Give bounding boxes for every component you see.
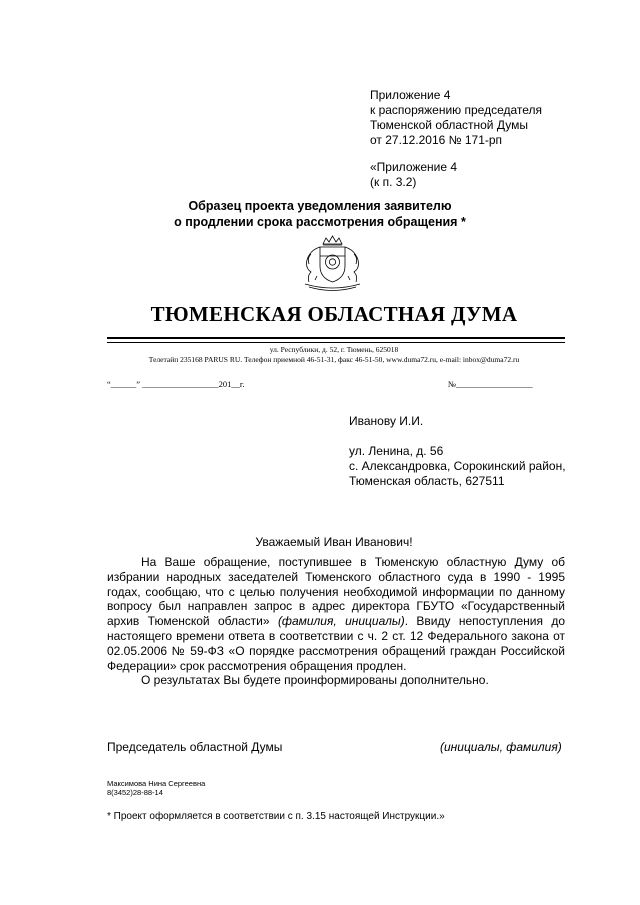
recipient-address-line: Тюменская область, 627511 xyxy=(349,474,505,488)
letterhead-rule-thick xyxy=(107,337,565,339)
greeting: Уважаемый Иван Иванович! xyxy=(255,535,413,549)
executor-block xyxy=(107,779,205,797)
executor-phone: 8(3452)28-88-14 xyxy=(107,788,163,797)
body-paragraph-2: О результатах Вы будете проинформированы дополнительно. xyxy=(141,673,489,688)
recipient-block xyxy=(349,414,566,489)
letter-body xyxy=(107,555,565,688)
document-title xyxy=(0,198,640,230)
title-line-2: о продлении срока рассмотрения обращения * xyxy=(174,215,466,229)
letterhead-rule-thin xyxy=(107,342,565,343)
appendix-line: от 27.12.2016 № 171-рп xyxy=(370,133,503,147)
appendix-line: к распоряжению председателя xyxy=(370,103,543,117)
number-field: №__________________ xyxy=(448,379,533,389)
signatory-name: (инициалы, фамилия) xyxy=(440,740,562,754)
appendix-sub-line: (к п. 3.2) xyxy=(370,175,417,189)
date-field: “______” __________________201__г. xyxy=(107,379,245,389)
letterhead-contacts: Телетайп 235168 PARUS RU. Телефон приемной 46-51-31, факс 46-51-50, www.duma72.ru, e-mail: inbox@duma72.ru xyxy=(148,355,520,364)
recipient-address-line: с. Александровка, Сорокинский район, xyxy=(349,459,566,473)
title-line-1: Образец проекта уведомления заявителю xyxy=(188,199,452,213)
appendix-line: Приложение 4 xyxy=(370,88,451,102)
appendix-sub-block xyxy=(370,160,457,190)
organization-name: ТЮМЕНСКАЯ ОБЛАСТНАЯ ДУМА xyxy=(150,302,518,326)
appendix-line: Тюменской областной Думы xyxy=(370,118,528,132)
body-paragraph-1 xyxy=(107,555,565,673)
recipient-name: Иванову И.И. xyxy=(349,414,424,428)
recipient-address-line: ул. Ленина, д. 56 xyxy=(349,444,444,458)
body-text: . Ввиду непоступления до настоящего времени ответа в соответствии с ч. 2 ст. 12 Федерального закона от 02.05.2006 № 59-ФЗ «О порядке рассмотрения обращений граждан Российской Федерации» срок рассмотрения обращения продлен. xyxy=(107,614,565,673)
body-text: На Ваше обращение, поступившее в Тюменскую областную Думу об избрании народных заседателей Тюменского областного суда в 1990 - 1995 годах, сообщаю, что с целью получения необходимой информации по данному вопросу был направлен запрос в адрес директора ГБУТО «Государственный архив Тюменской области» xyxy=(107,555,565,629)
appendix-sub-line: «Приложение 4 xyxy=(370,160,458,174)
coat-of-arms-icon xyxy=(295,232,370,292)
letterhead-address: ул. Республики, д. 52, г. Тюмень, 625018 xyxy=(269,345,399,354)
footnote: * Проект оформляется в соответствии с п. 3.15 настоящей Инструкции.» xyxy=(107,811,445,822)
appendix-block xyxy=(370,88,542,148)
body-placeholder: (фамилия, инициалы) xyxy=(277,614,405,629)
executor-name: Максимова Нина Сергеевна xyxy=(107,779,206,788)
signatory-position: Председатель областной Думы xyxy=(107,740,283,754)
